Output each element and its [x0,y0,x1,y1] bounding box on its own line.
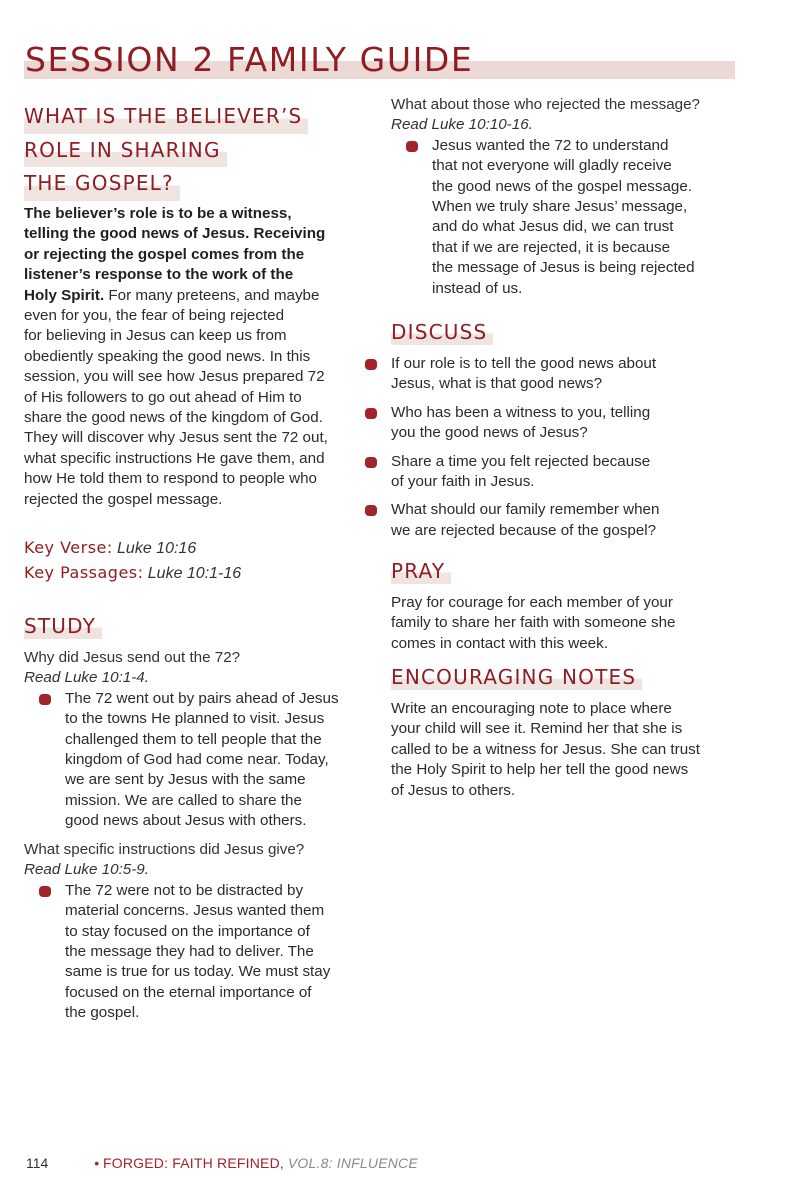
intro-line: what specific instructions He gave them, and [24,449,325,467]
bullet-line: Who has been a witness to you, telling [391,403,651,421]
bullet-line: you the good news of Jesus? [391,424,588,442]
intro-line: rejected the gospel message. [24,490,223,508]
bullet-line: The 72 went out by pairs ahead of Jesus [65,689,339,707]
volume-title: VOL.8: INFLUENCE [287,1155,418,1171]
main-heading-line: THE GOSPEL? [24,167,180,201]
discuss-item [350,452,736,493]
discuss-item [350,500,736,541]
bullet-line: If our role is to tell the good news about [391,355,657,372]
discuss-heading-text: DISCUSS [391,319,493,345]
study-bullet [391,136,736,299]
intro-line: For many preteens, and maybe [104,286,320,304]
bullet-line: Share a time you felt rejected because [391,452,651,470]
pray-line: comes in contact with this week. [391,634,608,652]
bullet-line: the message they had to deliver. The [65,943,314,961]
key-passages-ref: Luke 10:1-16 [147,565,242,582]
bullet-line: that not everyone will gladly receive [432,157,672,175]
study-section-2 [24,840,374,1024]
intro-line: share the good news of the kingdom of God. [24,409,323,427]
pray-section [391,593,736,654]
discuss-item [350,403,736,444]
bullet-line: the good news of the gospel message. [432,177,693,195]
intro-line: The believer’s role is to be a witness, [24,205,292,222]
bullet-line: to stay focused on the importance of [65,922,310,940]
intro-line: telling the good news of Jesus. Receiving [24,225,326,243]
notes-line: called to be a witness for Jesus. She can trust [391,740,700,758]
intro-line: obediently speaking the good news. In this [24,347,311,365]
study-heading-text: STUDY [24,613,102,639]
bullet-line: What should our family remember when [391,501,660,519]
notes-heading [391,664,642,690]
key-passages-label: Key Passages: [24,563,144,582]
study-question: What specific instructions did Jesus give? [24,841,305,858]
bullet-line: The 72 were not to be distracted by [65,881,304,899]
bullet-line: Jesus wanted the 72 to understand [432,136,669,154]
intro-line: how He told them to respond to people who [24,470,317,488]
intro-line: of His followers to go out ahead of Him to [24,388,302,406]
bullet-line: instead of us. [432,279,523,297]
key-verse-ref: Luke 10:16 [117,540,197,557]
bullet-line: and do what Jesus did, we can trust [432,218,674,236]
footer-bullet: • [94,1155,100,1171]
bullet-line: When we truly share Jesus’ message, [432,198,688,216]
bullet-line: same is true for us today. We must stay [65,963,331,981]
pray-heading [391,558,451,584]
study-question: What about those who rejected the message? [391,96,701,113]
bullet-line: of your faith in Jesus. [391,473,535,491]
bullet-line: we are sent by Jesus with the same [65,771,306,789]
study-section [24,648,374,832]
key-verse-label: Key Verse: [24,538,113,557]
pray-heading-text: PRAY [391,558,451,584]
discuss-section [391,354,736,549]
notes-line: your child will see it. Remind her that she is [391,720,683,738]
study-reference: Read Luke 10:1-4. [24,669,149,687]
notes-line: of Jesus to others. [391,781,516,799]
study-question: Why did Jesus send out the 72? [24,649,241,666]
intro-line: for believing in Jesus can keep us from [24,327,287,345]
study-heading [24,613,102,639]
intro-line: listener’s response to the work of the [24,266,294,284]
study-reference: Read Luke 10:5-9. [24,861,149,879]
bullet-line: mission. We are called to share the [65,791,302,809]
bullet-line: we are rejected because of the gospel? [391,521,657,539]
intro-line: session, you will see how Jesus prepared 72 [24,368,325,386]
notes-heading-text: ENCOURAGING NOTES [391,664,642,690]
bullet-line: the message of Jesus is being rejected [432,259,695,277]
pray-line: family to share her faith with someone she [391,614,676,632]
bullet-line: that if we are rejected, it is because [432,238,671,256]
pray-line: Pray for courage for each member of your [391,594,673,611]
bullet-line: to the towns He planned to visit. Jesus [65,710,325,728]
bullet-line: focused on the eternal importance of [65,983,312,1001]
discuss-item [350,354,736,395]
intro-bold-phrase: Holy Spirit. [24,286,105,304]
bullet-line: good news about Jesus with others. [65,812,307,830]
page-number: 114 [26,1155,49,1171]
bullet-line: material concerns. Jesus wanted them [65,902,325,920]
bullet-line: the gospel. [65,1004,140,1022]
notes-line: Write an encouraging note to place where [391,700,672,717]
main-heading-line: ROLE IN SHARING [24,134,227,168]
page-footer [26,1154,418,1172]
study-bullet [24,881,374,1024]
key-verses [24,536,241,586]
discuss-heading [391,319,493,345]
bullet-line: Jesus, what is that good news? [391,375,603,393]
notes-section [391,699,736,801]
bullet-line: challenged them to tell people that the [65,730,322,748]
intro-line: even for you, the fear of being rejected [24,307,285,325]
main-heading [24,100,308,201]
series-title: FORGED: FAITH REFINED, [103,1155,284,1171]
study-reference: Read Luke 10:10-16. [391,116,533,134]
study-bullet [24,689,374,832]
intro-line: They will discover why Jesus sent the 72 out, [24,429,328,447]
notes-line: the Holy Spirit to help her tell the good news [391,761,689,779]
intro-paragraph [24,204,374,510]
main-heading-line: WHAT IS THE BELIEVER’S [24,100,308,134]
page-title: SESSION 2 FAMILY GUIDE [25,40,474,79]
intro-line: or rejecting the gospel comes from the [24,245,305,263]
rejection-section [391,95,736,299]
bullet-line: kingdom of God had come near. Today, [65,751,329,769]
